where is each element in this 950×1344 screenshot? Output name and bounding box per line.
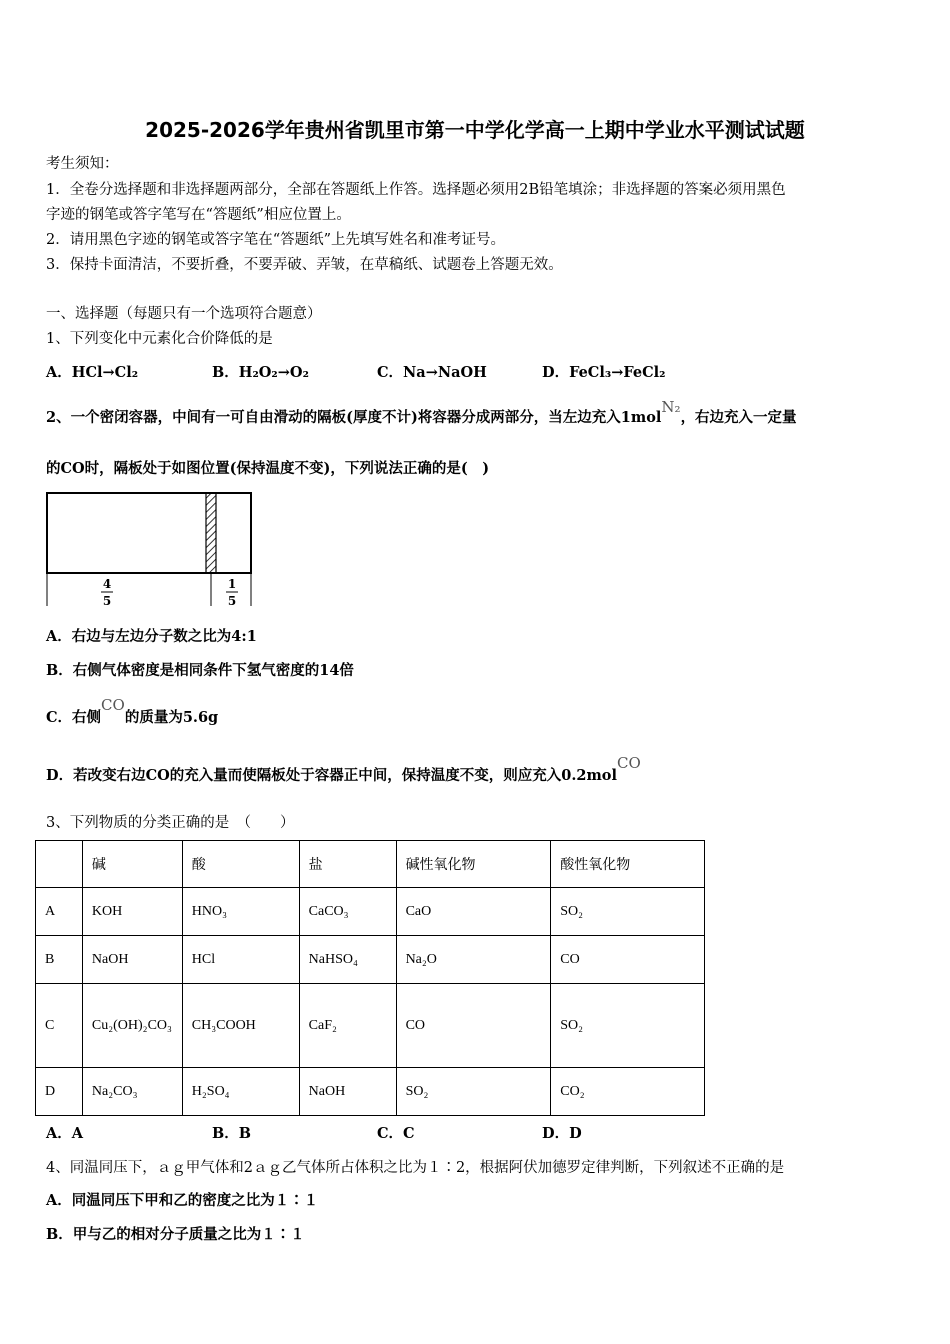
table-cell: CO₂ xyxy=(551,1068,705,1116)
table-row xyxy=(36,936,705,984)
notice-line-1b: 字迹的钢笔或答字笔写在“答题纸”相应位置上。 xyxy=(46,207,351,223)
q3-option-a[interactable]: A．A xyxy=(46,1125,84,1142)
table-cell: NaOH xyxy=(299,1068,396,1116)
table-row xyxy=(36,888,705,936)
left-fraction-den: 5 xyxy=(102,594,112,608)
partition xyxy=(206,493,216,573)
table-header-cell: 酸性氧化物 xyxy=(551,841,705,888)
q2-stem-line1 xyxy=(46,398,797,427)
left-fraction-num: 4 xyxy=(102,577,112,591)
table-cell: HNO₃ xyxy=(182,888,299,936)
q2-option-c-co: CO xyxy=(101,696,125,714)
table-cell: CaCO₃ xyxy=(299,888,396,936)
table-cell: CO xyxy=(551,936,705,984)
q1-option-d[interactable]: D．FeCl₃→FeCl₂ xyxy=(542,364,666,381)
table-cell: SO₂ xyxy=(551,984,705,1068)
table-cell: CaO xyxy=(396,888,551,936)
table-header-cell: 碱 xyxy=(82,841,182,888)
table-cell: NaHSO₄ xyxy=(299,936,396,984)
table-cell: D xyxy=(36,1068,83,1116)
notice-line-2: 2．请用黑色字迹的钢笔或答字笔在“答题纸”上先填写姓名和准考证号。 xyxy=(46,232,506,248)
table-cell: C xyxy=(36,984,83,1068)
q2-option-c[interactable] xyxy=(46,696,219,727)
table-cell: H₂SO₄ xyxy=(182,1068,299,1116)
page-title: 2025-2026学年贵州省凯里市第一中学化学高一上期中学业水平测试试题 xyxy=(145,118,805,142)
q2-option-d[interactable] xyxy=(46,754,641,785)
q4-option-b[interactable]: B．甲与乙的相对分子质量之比为１∶１ xyxy=(46,1226,305,1243)
q3-option-b[interactable]: B．B xyxy=(212,1125,252,1142)
right-fraction-num: 1 xyxy=(227,577,237,591)
table-header-row xyxy=(36,841,705,888)
table-cell: NaOH xyxy=(82,936,182,984)
table-cell: CO xyxy=(396,984,551,1068)
q2-option-c-b: 的质量为5.6g xyxy=(124,709,219,726)
notice-line-3: 3．保持卡面清洁，不要折叠，不要弄破、弄皱，在草稿纸、试题卷上答题无效。 xyxy=(46,257,563,273)
table-header-cell: 碱性氧化物 xyxy=(396,841,551,888)
section-heading: 一、选择题（每题只有一个选项符合题意） xyxy=(46,306,322,322)
q2-option-d-co: CO xyxy=(617,754,641,772)
table-cell: KOH xyxy=(82,888,182,936)
container-outline xyxy=(47,493,251,573)
table-cell: B xyxy=(36,936,83,984)
table-row xyxy=(36,1068,705,1116)
q2-stem-line2: 的CO时，隔板处于如图位置(保持温度不变)，下列说法正确的是( ) xyxy=(46,460,490,477)
table-cell: CaF₂ xyxy=(299,984,396,1068)
q1-option-c[interactable]: C．Na→NaOH xyxy=(377,364,487,381)
q1-option-a[interactable]: A．HCl→Cl₂ xyxy=(46,364,139,381)
table-header-cell: 酸 xyxy=(182,841,299,888)
q2-option-a[interactable]: A．右边与左边分子数之比为4:1 xyxy=(46,628,257,645)
q1-stem: 1、下列变化中元素化合价降低的是 xyxy=(46,331,273,347)
q2-option-b[interactable]: B．右侧气体密度是相同条件下氢气密度的14倍 xyxy=(46,662,354,679)
table-header-cell: 盐 xyxy=(299,841,396,888)
notice-heading: 考生须知： xyxy=(46,156,119,172)
q2-option-c-a: C．右侧 xyxy=(46,709,102,726)
container-diagram xyxy=(44,490,259,612)
q2-n2-formula: N₂ xyxy=(661,398,681,416)
table-header-cell xyxy=(36,841,83,888)
table-cell: Na₂O xyxy=(396,936,551,984)
q3-option-c[interactable]: C．C xyxy=(377,1125,415,1142)
q4-option-a[interactable]: A．同温同压下甲和乙的密度之比为１∶１ xyxy=(46,1192,319,1209)
right-fraction-den: 5 xyxy=(227,594,237,608)
q3-stem: 3、下列物质的分类正确的是 （ ） xyxy=(46,815,295,831)
table-cell: SO₂ xyxy=(396,1068,551,1116)
q2-stem-b: ，右边充入一定量 xyxy=(680,409,797,426)
table-cell: Na₂CO₃ xyxy=(82,1068,182,1116)
table-cell: A xyxy=(36,888,83,936)
table-cell: SO₂ xyxy=(551,888,705,936)
q4-stem: 4、同温同压下，ａｇ甲气体和2ａｇ乙气体所占体积之比为１∶2，根据阿伏加德罗定律判断，下列叙述不正确的是 xyxy=(46,1160,785,1176)
q3-option-d[interactable]: D．D xyxy=(542,1125,582,1142)
table-cell: CH₃COOH xyxy=(182,984,299,1068)
table-cell: HCl xyxy=(182,936,299,984)
table-row xyxy=(36,984,705,1068)
notice-line-1a: 1．全卷分选择题和非选择题两部分，全部在答题纸上作答。选择题必须用2B铅笔填涂；非选择题的答案必须用黑色 xyxy=(46,182,786,198)
q1-option-b[interactable]: B．H₂O₂→O₂ xyxy=(212,364,309,381)
q2-stem-a: 2、一个密闭容器，中间有一可自由滑动的隔板(厚度不计)将容器分成两部分，当左边充入1mol xyxy=(46,409,662,426)
table-cell: Cu₂(OH)₂CO₃ xyxy=(82,984,182,1068)
classification-table xyxy=(35,840,705,1116)
q2-option-d-a: D．若改变右边CO的充入量而使隔板处于容器正中间，保持温度不变，则应充入0.2mol xyxy=(46,767,617,784)
